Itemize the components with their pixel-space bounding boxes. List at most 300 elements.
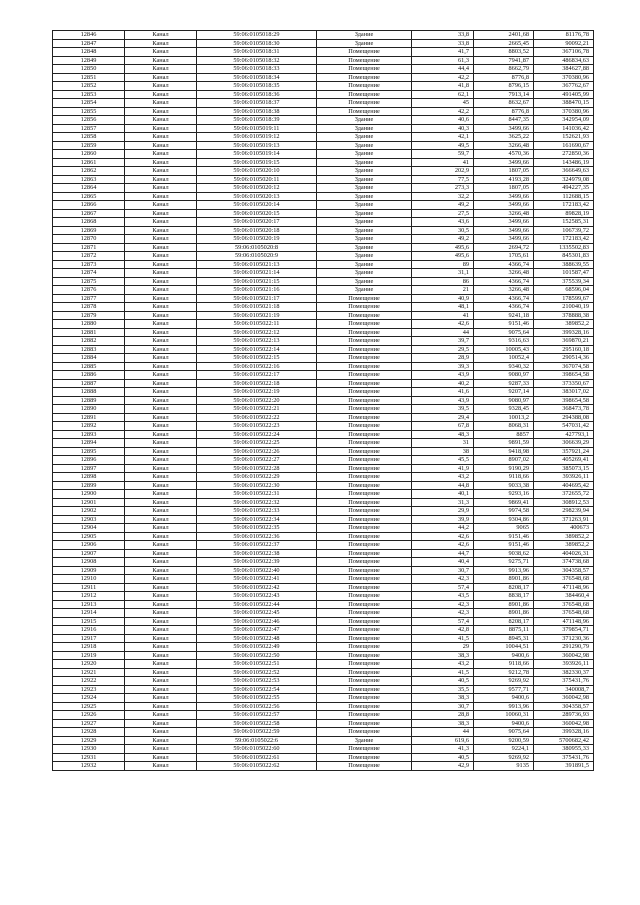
cadastral-value-cell: 210040,19 [534,303,594,312]
cadastral-number-cell: 59:06:0105020:12 [197,184,317,193]
district-cell: Канал [125,48,197,57]
table-row [53,260,594,269]
district-cell: Канал [125,345,197,354]
table-row [53,592,594,601]
cadastral-value-cell: 375431,76 [534,677,594,686]
table-row [53,422,594,431]
cadastral-number-cell: 59:06:0105022:62 [197,762,317,771]
district-cell: Канал [125,354,197,363]
row-number-cell: 12920 [53,660,125,669]
cadastral-value-cell: 391891,5 [534,762,594,771]
table-row [53,762,594,771]
cadastral-number-cell: 59:06:0105022:61 [197,753,317,762]
cadastral-value-cell: 405269,41 [534,456,594,465]
cadastral-value-cell: 491405,99 [534,90,594,99]
specific-value-cell: 4366,74 [474,303,534,312]
cadastral-value-cell: 471148,96 [534,583,594,592]
specific-value-cell: 3499,66 [474,218,534,227]
object-type-cell: Помещение [317,320,412,329]
row-number-cell: 12889 [53,396,125,405]
row-number-cell: 12930 [53,745,125,754]
cadastral-value-cell: 373350,67 [534,379,594,388]
specific-value-cell: 9287,33 [474,379,534,388]
cadastral-value-cell: 369870,21 [534,337,594,346]
table-row [53,303,594,312]
area-cell: 39,9 [412,515,474,524]
cadastral-value-cell: 90092,21 [534,39,594,48]
cadastral-number-cell: 59:06:0105022:44 [197,600,317,609]
cadastral-number-cell: 59:06:0105018:39 [197,116,317,125]
specific-value-cell: 9224,1 [474,745,534,754]
cadastral-number-cell: 59:06:0105021:14 [197,269,317,278]
cadastral-number-cell: 59:06:0105020:18 [197,226,317,235]
district-cell: Канал [125,116,197,125]
row-number-cell: 12915 [53,617,125,626]
object-type-cell: Помещение [317,694,412,703]
specific-value-cell: 4366,74 [474,277,534,286]
district-cell: Канал [125,379,197,388]
row-number-cell: 12893 [53,430,125,439]
row-number-cell: 12865 [53,192,125,201]
table-row [53,549,594,558]
object-type-cell: Здание [317,201,412,210]
specific-value-cell: 3499,66 [474,226,534,235]
specific-value-cell: 9118,66 [474,660,534,669]
cadastral-value-cell: 161690,67 [534,141,594,150]
specific-value-cell: 9212,78 [474,668,534,677]
specific-value-cell: 4366,74 [474,294,534,303]
cadastral-number-cell: 59:06:0105020:13 [197,192,317,201]
object-type-cell: Помещение [317,371,412,380]
object-type-cell: Помещение [317,82,412,91]
district-cell: Канал [125,396,197,405]
area-cell: 42,8 [412,626,474,635]
object-type-cell: Помещение [317,99,412,108]
row-number-cell: 12848 [53,48,125,57]
district-cell: Канал [125,473,197,482]
table-row [53,226,594,235]
area-cell: 43,9 [412,371,474,380]
object-type-cell: Помещение [317,294,412,303]
table-row [53,447,594,456]
cadastral-value-table [52,30,594,771]
row-number-cell: 12900 [53,490,125,499]
area-cell: 44,7 [412,549,474,558]
district-cell: Канал [125,133,197,142]
area-cell: 38 [412,447,474,456]
table-row [53,745,594,754]
district-cell: Канал [125,405,197,414]
table-row [53,252,594,261]
row-number-cell: 12892 [53,422,125,431]
table-row [53,464,594,473]
cadastral-value-cell: 340008,7 [534,685,594,694]
cadastral-value-cell: 298239,94 [534,507,594,516]
object-type-cell: Здание [317,736,412,745]
cadastral-number-cell: 59:06:0105020:9 [197,252,317,261]
area-cell: 30,5 [412,226,474,235]
cadastral-number-cell: 59:06:0105022:49 [197,643,317,652]
table-row [53,396,594,405]
table-row [53,116,594,125]
row-number-cell: 12932 [53,762,125,771]
specific-value-cell: 3625,22 [474,133,534,142]
cadastral-value-cell: 382330,37 [534,668,594,677]
cadastral-number-cell: 59:06:0105022:22 [197,413,317,422]
district-cell: Канал [125,31,197,40]
area-cell: 67,8 [412,422,474,431]
cadastral-number-cell: 59:06:0105022:60 [197,745,317,754]
row-number-cell: 12847 [53,39,125,48]
table-row [53,294,594,303]
object-type-cell: Здание [317,286,412,295]
area-cell: 39,3 [412,362,474,371]
district-cell: Канал [125,490,197,499]
cadastral-number-cell: 59:06:0105022:51 [197,660,317,669]
row-number-cell: 12863 [53,175,125,184]
cadastral-value-cell: 370380,96 [534,107,594,116]
specific-value-cell: 2665,45 [474,39,534,48]
object-type-cell: Помещение [317,439,412,448]
specific-value-cell: 3499,66 [474,235,534,244]
cadastral-value-cell: 376548,68 [534,600,594,609]
cadastral-number-cell: 59:06:0105018:33 [197,65,317,74]
specific-value-cell: 3499,66 [474,158,534,167]
table-row [53,575,594,584]
district-cell: Канал [125,286,197,295]
table-row [53,532,594,541]
area-cell: 43,2 [412,473,474,482]
specific-value-cell: 4193,28 [474,175,534,184]
table-row [53,558,594,567]
area-cell: 41,5 [412,668,474,677]
specific-value-cell: 9913,96 [474,702,534,711]
object-type-cell: Здание [317,243,412,252]
specific-value-cell: 9151,46 [474,532,534,541]
cadastral-value-cell: 380955,33 [534,745,594,754]
specific-value-cell: 8776,8 [474,107,534,116]
specific-value-cell: 1705,61 [474,252,534,261]
cadastral-value-cell: 378888,38 [534,311,594,320]
cadastral-number-cell: 59:06:0105022:59 [197,728,317,737]
row-number-cell: 12926 [53,711,125,720]
area-cell: 42,2 [412,107,474,116]
cadastral-number-cell: 59:06:0105022:20 [197,396,317,405]
district-cell: Канал [125,303,197,312]
area-cell: 41 [412,158,474,167]
table-row [53,56,594,65]
row-number-cell: 12858 [53,133,125,142]
cadastral-value-cell: 393926,11 [534,473,594,482]
district-cell: Канал [125,677,197,686]
row-number-cell: 12908 [53,558,125,567]
cadastral-number-cell: 59:06:0105022:35 [197,524,317,533]
table-row [53,175,594,184]
table-body [53,31,594,771]
district-cell: Канал [125,702,197,711]
specific-value-cell: 1807,05 [474,184,534,193]
specific-value-cell: 8907,02 [474,456,534,465]
area-cell: 29,9 [412,507,474,516]
row-number-cell: 12859 [53,141,125,150]
cadastral-value-cell: 376548,68 [534,609,594,618]
area-cell: 57,4 [412,583,474,592]
cadastral-value-cell: 112688,15 [534,192,594,201]
cadastral-number-cell: 59:06:0105021:13 [197,260,317,269]
table-row [53,541,594,550]
row-number-cell: 12856 [53,116,125,125]
object-type-cell: Помещение [317,73,412,82]
district-cell: Канал [125,515,197,524]
table-row [53,328,594,337]
cadastral-number-cell: 59:06:0105022:6 [197,736,317,745]
district-cell: Канал [125,745,197,754]
specific-value-cell: 3499,66 [474,124,534,133]
object-type-cell: Помещение [317,745,412,754]
cadastral-value-cell: 368473,78 [534,405,594,414]
object-type-cell: Помещение [317,498,412,507]
table-row [53,660,594,669]
district-cell: Канал [125,439,197,448]
row-number-cell: 12849 [53,56,125,65]
cadastral-value-cell: 375539,34 [534,277,594,286]
specific-value-cell: 9316,63 [474,337,534,346]
object-type-cell: Здание [317,277,412,286]
specific-value-cell: 9065 [474,524,534,533]
object-type-cell: Помещение [317,345,412,354]
area-cell: 33,8 [412,31,474,40]
specific-value-cell: 9340,32 [474,362,534,371]
object-type-cell: Здание [317,252,412,261]
cadastral-number-cell: 59:06:0105022:53 [197,677,317,686]
specific-value-cell: 8838,17 [474,592,534,601]
district-cell: Канал [125,481,197,490]
cadastral-value-cell: 398654,58 [534,396,594,405]
row-number-cell: 12904 [53,524,125,533]
object-type-cell: Здание [317,218,412,227]
specific-value-cell: 9400,6 [474,694,534,703]
row-number-cell: 12884 [53,354,125,363]
row-number-cell: 12851 [53,73,125,82]
cadastral-number-cell: 59:06:0105022:34 [197,515,317,524]
area-cell: 21 [412,286,474,295]
district-cell: Канал [125,617,197,626]
specific-value-cell: 9304,86 [474,515,534,524]
object-type-cell: Здание [317,235,412,244]
row-number-cell: 12873 [53,260,125,269]
row-number-cell: 12854 [53,99,125,108]
district-cell: Канал [125,294,197,303]
area-cell: 33,8 [412,39,474,48]
object-type-cell: Здание [317,269,412,278]
district-cell: Канал [125,456,197,465]
area-cell: 28,9 [412,354,474,363]
cadastral-value-cell: 389852,2 [534,532,594,541]
object-type-cell: Помещение [317,660,412,669]
object-type-cell: Помещение [317,592,412,601]
table-row [53,728,594,737]
table-row [53,677,594,686]
row-number-cell: 12907 [53,549,125,558]
district-cell: Канал [125,422,197,431]
specific-value-cell: 3266,48 [474,141,534,150]
area-cell: 48,1 [412,303,474,312]
specific-value-cell: 8447,35 [474,116,534,125]
cadastral-number-cell: 59:06:0105022:54 [197,685,317,694]
district-cell: Канал [125,719,197,728]
area-cell: 31,3 [412,498,474,507]
table-row [53,337,594,346]
object-type-cell: Помещение [317,643,412,652]
row-number-cell: 12879 [53,311,125,320]
district-cell: Канал [125,651,197,660]
area-cell: 40,5 [412,677,474,686]
table-row [53,107,594,116]
object-type-cell: Помещение [317,456,412,465]
row-number-cell: 12886 [53,371,125,380]
cadastral-value-cell: 272850,36 [534,150,594,159]
district-cell: Канал [125,243,197,252]
row-number-cell: 12866 [53,201,125,210]
cadastral-value-cell: 845301,83 [534,252,594,261]
row-number-cell: 12927 [53,719,125,728]
specific-value-cell: 10052,4 [474,354,534,363]
object-type-cell: Помещение [317,396,412,405]
row-number-cell: 12887 [53,379,125,388]
table-row [53,311,594,320]
cadastral-value-cell: 486834,63 [534,56,594,65]
row-number-cell: 12862 [53,167,125,176]
row-number-cell: 12902 [53,507,125,516]
district-cell: Канал [125,549,197,558]
district-cell: Канал [125,541,197,550]
area-cell: 42,3 [412,600,474,609]
cadastral-value-cell: 324979,08 [534,175,594,184]
cadastral-value-cell: 360042,98 [534,694,594,703]
area-cell: 42,6 [412,320,474,329]
object-type-cell: Помещение [317,626,412,635]
table-row [53,354,594,363]
specific-value-cell: 8803,52 [474,48,534,57]
district-cell: Канал [125,175,197,184]
row-number-cell: 12919 [53,651,125,660]
table-row [53,456,594,465]
object-type-cell: Помещение [317,413,412,422]
table-row [53,192,594,201]
table-row [53,133,594,142]
district-cell: Канал [125,107,197,116]
specific-value-cell: 9418,98 [474,447,534,456]
area-cell: 30,7 [412,702,474,711]
object-type-cell: Помещение [317,422,412,431]
district-cell: Канал [125,218,197,227]
district-cell: Канал [125,184,197,193]
cadastral-number-cell: 59:06:0105021:18 [197,303,317,312]
cadastral-value-cell: 291290,79 [534,643,594,652]
cadastral-value-cell: 399328,16 [534,328,594,337]
district-cell: Канал [125,362,197,371]
cadastral-number-cell: 59:06:0105021:15 [197,277,317,286]
cadastral-number-cell: 59:06:0105018:38 [197,107,317,116]
object-type-cell: Помещение [317,634,412,643]
table-row [53,439,594,448]
table-row [53,685,594,694]
row-number-cell: 12924 [53,694,125,703]
cadastral-number-cell: 59:06:0105018:30 [197,39,317,48]
object-type-cell: Помещение [317,541,412,550]
object-type-cell: Помещение [317,464,412,473]
specific-value-cell: 9891,59 [474,439,534,448]
cadastral-value-cell: 427793,1 [534,430,594,439]
cadastral-number-cell: 59:06:0105020:14 [197,201,317,210]
cadastral-number-cell: 59:06:0105019:13 [197,141,317,150]
row-number-cell: 12910 [53,575,125,584]
specific-value-cell: 10044,51 [474,643,534,652]
row-number-cell: 12931 [53,753,125,762]
row-number-cell: 12911 [53,583,125,592]
cadastral-number-cell: 59:06:0105022:52 [197,668,317,677]
object-type-cell: Помещение [317,575,412,584]
specific-value-cell: 9293,16 [474,490,534,499]
row-number-cell: 12875 [53,277,125,286]
object-type-cell: Здание [317,141,412,150]
table-row [53,371,594,380]
row-number-cell: 12860 [53,150,125,159]
area-cell: 42,3 [412,609,474,618]
row-number-cell: 12906 [53,541,125,550]
cadastral-number-cell: 59:06:0105018:36 [197,90,317,99]
object-type-cell: Помещение [317,311,412,320]
row-number-cell: 12882 [53,337,125,346]
district-cell: Канал [125,82,197,91]
table-row [53,634,594,643]
table-row [53,184,594,193]
area-cell: 89 [412,260,474,269]
cadastral-value-cell: 141036,42 [534,124,594,133]
district-cell: Канал [125,498,197,507]
district-cell: Канал [125,728,197,737]
district-cell: Канал [125,150,197,159]
cadastral-number-cell: 59:06:0105022:36 [197,532,317,541]
table-row [53,600,594,609]
district-cell: Канал [125,167,197,176]
cadastral-number-cell: 59:06:0105018:37 [197,99,317,108]
cadastral-number-cell: 59:06:0105022:40 [197,566,317,575]
specific-value-cell: 9151,46 [474,541,534,550]
table-row [53,73,594,82]
table-row [53,31,594,40]
cadastral-value-cell: 367762,67 [534,82,594,91]
district-cell: Канал [125,532,197,541]
area-cell: 45,5 [412,456,474,465]
area-cell: 35,5 [412,685,474,694]
cadastral-value-cell: 371263,91 [534,515,594,524]
area-cell: 202,9 [412,167,474,176]
row-number-cell: 12901 [53,498,125,507]
row-number-cell: 12880 [53,320,125,329]
table-row [53,99,594,108]
specific-value-cell: 9400,6 [474,651,534,660]
row-number-cell: 12909 [53,566,125,575]
object-type-cell: Помещение [317,677,412,686]
specific-value-cell: 8901,86 [474,600,534,609]
specific-value-cell: 8945,31 [474,634,534,643]
district-cell: Канал [125,388,197,397]
table-row [53,243,594,252]
area-cell: 41 [412,311,474,320]
area-cell: 42,3 [412,575,474,584]
cadastral-number-cell: 59:06:0105022:37 [197,541,317,550]
